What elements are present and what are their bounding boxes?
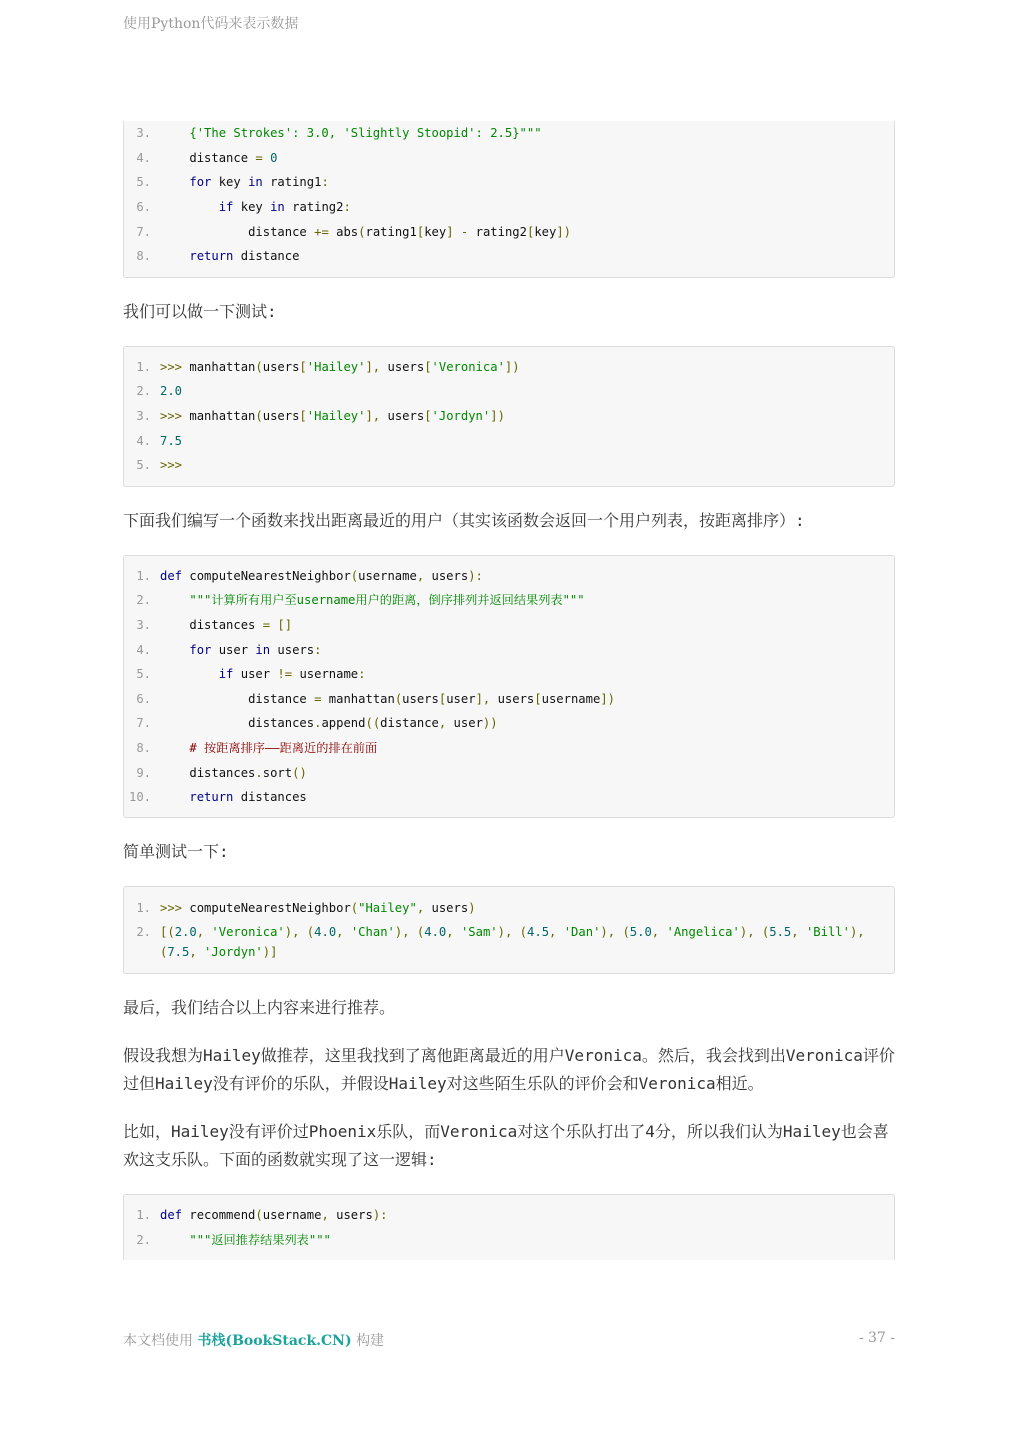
code-token — [160, 667, 219, 681]
code-token: , — [321, 1207, 329, 1222]
code-token: ), — [600, 925, 616, 940]
code-text — [160, 123, 880, 143]
code-text — [160, 406, 880, 426]
code-token: key — [211, 175, 249, 190]
code-token: distance — [160, 691, 315, 706]
code-token: distance — [160, 224, 315, 239]
code-token: manhattan — [321, 691, 395, 706]
code-text — [160, 664, 880, 684]
code-token: ), — [739, 925, 755, 940]
code-token: distance — [160, 150, 256, 165]
code-token: key — [424, 224, 447, 239]
code-token: 'Angelica' — [666, 925, 740, 940]
line-number: 7. — [136, 716, 151, 731]
code-token: users — [270, 642, 315, 657]
code-token: ): — [468, 568, 483, 583]
code-token: rating2 — [284, 200, 344, 215]
code-text — [160, 172, 880, 192]
code-token — [799, 925, 806, 939]
code-token: 7.5 — [167, 945, 190, 960]
code-text — [160, 898, 880, 918]
code-token: ] — [446, 224, 454, 239]
code-token: if — [218, 667, 234, 682]
code-token: users — [262, 359, 300, 374]
code-token: distance — [233, 249, 300, 264]
code-token: rating1 — [365, 224, 417, 239]
code-token: ( — [350, 568, 359, 583]
code-token: in — [270, 200, 285, 215]
line-number: 6. — [136, 691, 151, 706]
code-token: ): — [372, 1207, 388, 1222]
code-line — [124, 244, 880, 269]
code-token: ], — [365, 359, 381, 374]
line-number: 10. — [128, 790, 151, 805]
code-text — [160, 148, 880, 168]
code-token: )] — [262, 945, 278, 960]
code-line — [124, 428, 880, 453]
code-token: ), — [497, 925, 513, 940]
code-token: username — [262, 1207, 322, 1222]
code-token: append — [321, 716, 366, 731]
code-token: ]) — [556, 224, 572, 239]
code-token: 4.5 — [527, 925, 550, 940]
code-token — [454, 225, 461, 239]
line-number: 4. — [136, 150, 151, 165]
body-paragraph: 比如，Hailey没有评价过Phoenix乐队，而Veronica对这个乐队打出了4分，所以我们认为Hailey也会喜欢这支乐队。下面的函数就实现了这一逻辑: — [123, 1121, 889, 1169]
code-text — [160, 763, 880, 783]
code-token: ], — [475, 691, 491, 706]
code-token: # 按距离排序——距离近的排在前面 — [189, 740, 378, 755]
code-block — [123, 1194, 895, 1260]
code-line — [124, 588, 880, 613]
code-token: ], — [365, 409, 381, 424]
code-token: abs — [328, 224, 359, 239]
code-token: distances — [160, 765, 256, 780]
running-footer — [123, 1330, 895, 1350]
line-number: 9. — [136, 765, 151, 780]
body-paragraph: 下面我们编写一个函数来找出距离最近的用户（其实该函数会返回一个用户列表，按距离排序）: — [123, 510, 805, 530]
code-text — [160, 357, 880, 377]
code-line — [124, 895, 880, 920]
code-token: users — [262, 409, 300, 424]
code-token — [556, 925, 563, 939]
code-token: 2.0 — [174, 925, 197, 940]
code-token: distance — [380, 716, 439, 731]
code-token: 5.5 — [769, 925, 792, 940]
code-token: 'Jordyn' — [204, 945, 263, 960]
code-line — [124, 404, 880, 429]
code-line — [124, 637, 880, 662]
code-token: user — [233, 667, 278, 682]
line-number: 6. — [136, 200, 151, 215]
code-token — [160, 200, 219, 214]
code-token: ) — [468, 900, 476, 915]
code-line — [124, 379, 880, 404]
code-token: users — [490, 691, 535, 706]
page-number: - 37 - — [858, 1330, 895, 1346]
code-token: >>> — [160, 359, 183, 374]
code-token: = — [262, 618, 271, 633]
code-token: return — [189, 249, 234, 264]
code-token: rating1 — [262, 175, 322, 190]
body-paragraph: 简单测试一下: — [123, 842, 229, 862]
line-number: 4. — [136, 642, 151, 657]
code-token: ( — [358, 224, 366, 239]
code-token: key — [534, 224, 557, 239]
line-number: 2. — [136, 384, 151, 399]
code-text — [160, 615, 880, 635]
line-number: 8. — [136, 249, 151, 264]
code-token: in — [248, 175, 263, 190]
line-number: 4. — [136, 433, 151, 448]
code-token: , — [416, 568, 425, 583]
code-text — [160, 455, 880, 475]
code-token: )) — [482, 716, 498, 731]
code-line — [124, 785, 880, 810]
line-number: 1. — [136, 900, 151, 915]
code-text — [160, 640, 880, 660]
code-line — [124, 920, 880, 965]
code-token: ( — [350, 900, 359, 915]
code-text — [160, 590, 880, 610]
code-token: ]) — [600, 691, 616, 706]
code-token: rating2 — [468, 224, 527, 239]
code-token: [ — [416, 224, 425, 239]
code-line — [124, 121, 880, 146]
code-token: username — [292, 667, 359, 682]
code-token: [( — [160, 925, 175, 940]
code-block — [123, 346, 895, 487]
code-token: ( — [255, 409, 263, 424]
line-number: 3. — [136, 126, 151, 141]
code-token: manhattan — [182, 409, 256, 424]
code-token: 7.5 — [160, 433, 183, 448]
code-token — [160, 593, 189, 607]
code-token: [ — [438, 691, 447, 706]
code-line — [124, 146, 880, 171]
line-number: 3. — [136, 618, 151, 633]
code-token: username — [541, 691, 601, 706]
body-paragraph: 最后，我们结合以上内容来进行推荐。 — [123, 997, 396, 1017]
code-token: 'Chan' — [350, 925, 395, 940]
code-token: ( — [255, 359, 263, 374]
code-token: in — [255, 642, 271, 657]
code-token: 4.0 — [424, 925, 447, 940]
code-token: def — [160, 1207, 183, 1222]
line-number: 5. — [136, 667, 151, 682]
code-token: 2.0 — [160, 384, 183, 399]
code-block — [123, 555, 895, 819]
code-token: ( — [255, 1207, 263, 1222]
code-block — [123, 121, 895, 278]
code-line — [124, 1203, 880, 1228]
code-token: ), — [284, 925, 300, 940]
code-token: manhattan — [182, 359, 256, 374]
code-token: = — [314, 691, 322, 706]
code-token: """计算所有用户至username用户的距离，倒序排列并返回结果列表""" — [189, 593, 585, 608]
code-token: ), — [394, 925, 410, 940]
code-token: . — [255, 765, 263, 780]
code-text — [160, 246, 880, 266]
code-text — [160, 689, 880, 709]
code-token: 5.0 — [629, 925, 652, 940]
code-token: for — [189, 175, 212, 190]
code-token — [160, 1233, 189, 1247]
code-token: if — [218, 200, 234, 215]
code-token — [755, 925, 762, 939]
code-token: ]) — [504, 359, 520, 374]
code-token: != — [277, 667, 293, 682]
code-text — [160, 381, 880, 401]
code-token — [160, 741, 189, 755]
code-line — [124, 195, 880, 220]
code-text — [160, 1230, 880, 1250]
code-token: () — [292, 765, 307, 780]
line-number: 5. — [136, 458, 151, 473]
code-token: 'Veronica' — [431, 359, 505, 374]
code-text — [160, 1205, 880, 1225]
code-text — [160, 431, 880, 451]
code-line — [124, 736, 880, 761]
code-line — [124, 711, 880, 736]
code-block — [123, 886, 895, 973]
code-token: , — [189, 945, 197, 960]
code-token: >>> — [160, 900, 183, 915]
body-paragraph: 我们可以做一下测试: — [123, 301, 277, 321]
code-token: 'Dan' — [563, 925, 601, 940]
code-token: ( — [519, 925, 528, 940]
code-token: distances — [160, 716, 315, 731]
code-token: , — [446, 925, 454, 940]
code-token — [344, 925, 351, 939]
code-token: >>> — [160, 458, 183, 473]
code-token: : — [358, 667, 366, 682]
code-token: users — [380, 359, 425, 374]
code-token: users — [380, 409, 425, 424]
code-token — [263, 151, 270, 165]
code-token: recommend — [182, 1207, 256, 1222]
footer-credit — [123, 1330, 384, 1350]
footer-suffix: 构建 — [356, 1333, 385, 1349]
code-token: : — [321, 175, 329, 190]
code-token: distances — [160, 618, 263, 633]
body-paragraph: 假设我想为Hailey做推荐，这里我找到了离他距离最近的用户Veronica。然后，我会找到出Veronica评价过但Hailey没有评价的乐队，并假设Hailey对这些陌生乐队的评价会和Veronica相近。 — [123, 1045, 895, 1093]
line-number: 2. — [136, 593, 151, 608]
line-number: 3. — [136, 409, 151, 424]
code-token — [160, 175, 189, 189]
code-line — [124, 613, 880, 638]
code-token: ( — [306, 925, 315, 940]
code-token: [ — [299, 409, 307, 424]
code-text — [160, 197, 880, 217]
line-number: 5. — [136, 175, 151, 190]
code-token: distances — [233, 790, 307, 805]
code-token: ( — [160, 945, 168, 960]
code-token: [ — [424, 409, 432, 424]
code-token: , — [336, 925, 344, 940]
code-token — [865, 925, 872, 939]
code-token: "Hailey" — [358, 900, 417, 915]
line-number: 1. — [136, 359, 151, 374]
code-token: , — [549, 925, 557, 940]
code-token: 'Jordyn' — [431, 409, 491, 424]
code-text — [160, 566, 880, 586]
code-token: 'Sam' — [460, 925, 498, 940]
code-token: [ — [424, 359, 432, 374]
code-token: , — [651, 925, 660, 940]
code-line — [124, 170, 880, 195]
code-token: key — [233, 200, 271, 215]
code-token: ), — [849, 925, 865, 940]
running-header: 使用Python代码来表示数据 — [123, 16, 299, 32]
code-token: : — [343, 200, 351, 215]
line-number: 1. — [136, 1207, 151, 1222]
code-token: user — [446, 691, 476, 706]
code-token: . — [314, 716, 322, 731]
code-token: 'Hailey' — [306, 359, 366, 374]
code-token: ( — [622, 925, 630, 940]
page-content — [123, 121, 895, 1319]
code-token: [ — [526, 224, 535, 239]
code-line — [124, 219, 880, 244]
code-token: 'Hailey' — [306, 409, 366, 424]
code-token: 'Veronica' — [211, 925, 285, 940]
code-token: def — [160, 568, 183, 583]
code-text — [160, 922, 880, 962]
code-token — [299, 925, 306, 939]
code-text — [160, 738, 880, 758]
code-text — [160, 787, 880, 807]
code-token: 'Bill' — [805, 925, 850, 940]
line-number: 2. — [136, 925, 151, 940]
code-token: += — [314, 224, 329, 239]
code-token: users — [424, 568, 469, 583]
code-token: users — [424, 900, 469, 915]
code-token: {'The Strokes': 3.0, 'Slightly Stoopid': 2.5}""" — [189, 126, 542, 141]
line-number: 1. — [136, 568, 151, 583]
code-token: >>> — [160, 409, 183, 424]
code-token — [160, 643, 189, 657]
code-line — [124, 1227, 880, 1252]
code-token: 0 — [270, 150, 278, 165]
code-text — [160, 222, 880, 242]
code-token: user — [446, 716, 483, 731]
code-token: , — [416, 900, 425, 915]
code-token: , — [438, 716, 447, 731]
line-number: 2. — [136, 1232, 151, 1247]
code-token: sort — [262, 765, 293, 780]
code-token: = — [255, 150, 263, 165]
code-line — [124, 355, 880, 380]
line-number: 7. — [136, 224, 151, 239]
code-token: users — [402, 691, 439, 706]
code-token: users — [328, 1207, 373, 1222]
code-token: return — [189, 790, 234, 805]
code-token: : — [314, 642, 322, 657]
code-token: ( — [761, 925, 770, 940]
code-token: [ — [534, 691, 542, 706]
code-token: """返回推荐结果列表""" — [189, 1232, 331, 1247]
code-token: username — [358, 568, 417, 583]
code-token: , — [791, 925, 799, 940]
line-number: 8. — [136, 740, 151, 755]
code-text — [160, 713, 880, 733]
code-line — [124, 564, 880, 589]
code-token — [197, 945, 204, 959]
code-token: [ — [299, 359, 307, 374]
code-token: ]) — [490, 409, 505, 424]
code-line — [124, 453, 880, 478]
code-token: ( — [416, 925, 425, 940]
code-token: 4.0 — [314, 925, 337, 940]
code-line — [124, 687, 880, 712]
code-token — [512, 925, 519, 939]
code-token: for — [189, 642, 212, 657]
code-token — [454, 925, 461, 939]
code-token: user — [211, 642, 256, 657]
code-token — [160, 126, 189, 140]
code-token — [410, 925, 417, 939]
footer-brand-link[interactable]: 书栈(BookStack.CN) — [197, 1333, 352, 1349]
code-token: ( — [394, 691, 403, 706]
code-token: computeNearestNeighbor — [182, 900, 351, 915]
code-token: (( — [365, 716, 381, 731]
code-token — [160, 790, 189, 804]
code-token: [] — [277, 618, 293, 633]
code-token: - — [460, 224, 469, 239]
code-line — [124, 760, 880, 785]
code-token: computeNearestNeighbor — [182, 568, 351, 583]
footer-prefix: 本文档使用 — [123, 1333, 193, 1349]
code-line — [124, 662, 880, 687]
code-token: , — [196, 925, 205, 940]
code-token — [160, 249, 189, 263]
